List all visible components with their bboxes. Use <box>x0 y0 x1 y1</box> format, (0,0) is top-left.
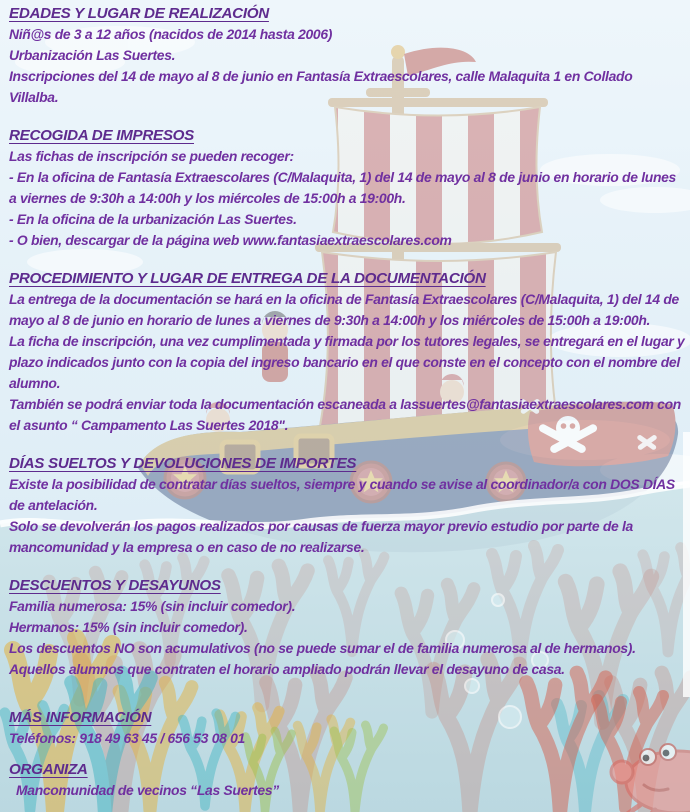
body-text: La ficha de inscripción, una vez cumplimentada y firmada por los tutores legales, se entregará en el lugar y plazo indicados junto con la copia del ingreso bancario en el que conste en el concepto con el nombre del alumno. <box>9 333 685 391</box>
body-text: Solo se devolverán los pagos realizados por causas de fuerza mayor previo estudio por parte de la mancomunidad y la empresa o en caso de no realizarse. <box>9 518 633 555</box>
section-procedimiento <box>9 268 685 436</box>
body-text: - En la oficina de Fantasía Extraescolares (C/Malaquita, 1) del 14 de mayo al 8 de junio en horario de lunes a viernes de 9:30h a 14:00h y los miércoles de 15:00h a 19:00h. <box>9 169 676 206</box>
section-recogida <box>9 125 685 251</box>
section-edades <box>9 3 685 108</box>
section-descuentos <box>9 575 685 680</box>
body-text: Familia numerosa: 15% (sin incluir comedor). <box>9 598 296 614</box>
section-heading: DESCUENTOS Y DESAYUNOS <box>9 577 221 594</box>
body-text: Aquellos alumnos que contraten el horario ampliado podrán llevar el desayuno de casa. <box>9 661 565 677</box>
body-text: Las fichas de inscripción se pueden recoger: <box>9 148 294 164</box>
body-text: - O bien, descargar de la página web www.fantasiaextraescolares.com <box>9 232 452 248</box>
section-heading: ORGANIZA <box>9 761 88 778</box>
body-text: Hermanos: 15% (sin incluir comedor). <box>9 619 248 635</box>
flyer-text <box>9 3 685 801</box>
organizer-name: Mancomunidad de vecinos “Las Suertes” <box>16 782 279 798</box>
section-heading: RECOGIDA DE IMPRESOS <box>9 127 194 144</box>
body-text: Inscripciones del 14 de mayo al 8 de junio en Fantasía Extraescolares, calle Malaquita 1 en Collado Villalba. <box>9 68 633 105</box>
section-heading: MÁS INFORMACIÓN <box>9 709 152 726</box>
phone-numbers: Teléfonos: 918 49 63 45 / 656 53 08 01 <box>9 730 245 746</box>
section-dias-sueltos <box>9 453 685 558</box>
section-mas-informacion <box>9 707 685 749</box>
section-heading: DÍAS SUELTOS Y DEVOLUCIONES DE IMPORTES <box>9 455 357 472</box>
body-text: Niñ@s de 3 a 12 años (nacidos de 2014 hasta 2006) <box>9 26 333 42</box>
body-text: También se podrá enviar toda la documentación escaneada a lassuertes@fantasiaextraescolares.com con el asunto “ Campamento Las Suertes 2018". <box>9 396 681 433</box>
section-organiza <box>9 759 685 801</box>
section-heading: EDADES Y LUGAR DE REALIZACIÓN <box>9 5 269 22</box>
body-text: Los descuentos NO son acumulativos (no se puede sumar el de familia numerosa al de hermanos). <box>9 640 636 656</box>
body-text: Existe la posibilidad de contratar días sueltos, siempre y cuando se avise al coordinador/a con DOS DÍAS de antelación. <box>9 476 675 513</box>
section-heading: PROCEDIMIENTO Y LUGAR DE ENTREGA DE LA DOCUMENTACIÓN <box>9 270 486 287</box>
body-text: - En la oficina de la urbanización Las Suertes. <box>9 211 297 227</box>
body-text: Urbanización Las Suertes. <box>9 47 176 63</box>
body-text: La entrega de la documentación se hará en la oficina de Fantasía Extraescolares (C/Malaquita, 1) del 14 de mayo al 8 de junio en horario de lunes a viernes de 9:30h a 14:00h y los miércoles de 15:00h a 19:00h. <box>9 291 679 328</box>
